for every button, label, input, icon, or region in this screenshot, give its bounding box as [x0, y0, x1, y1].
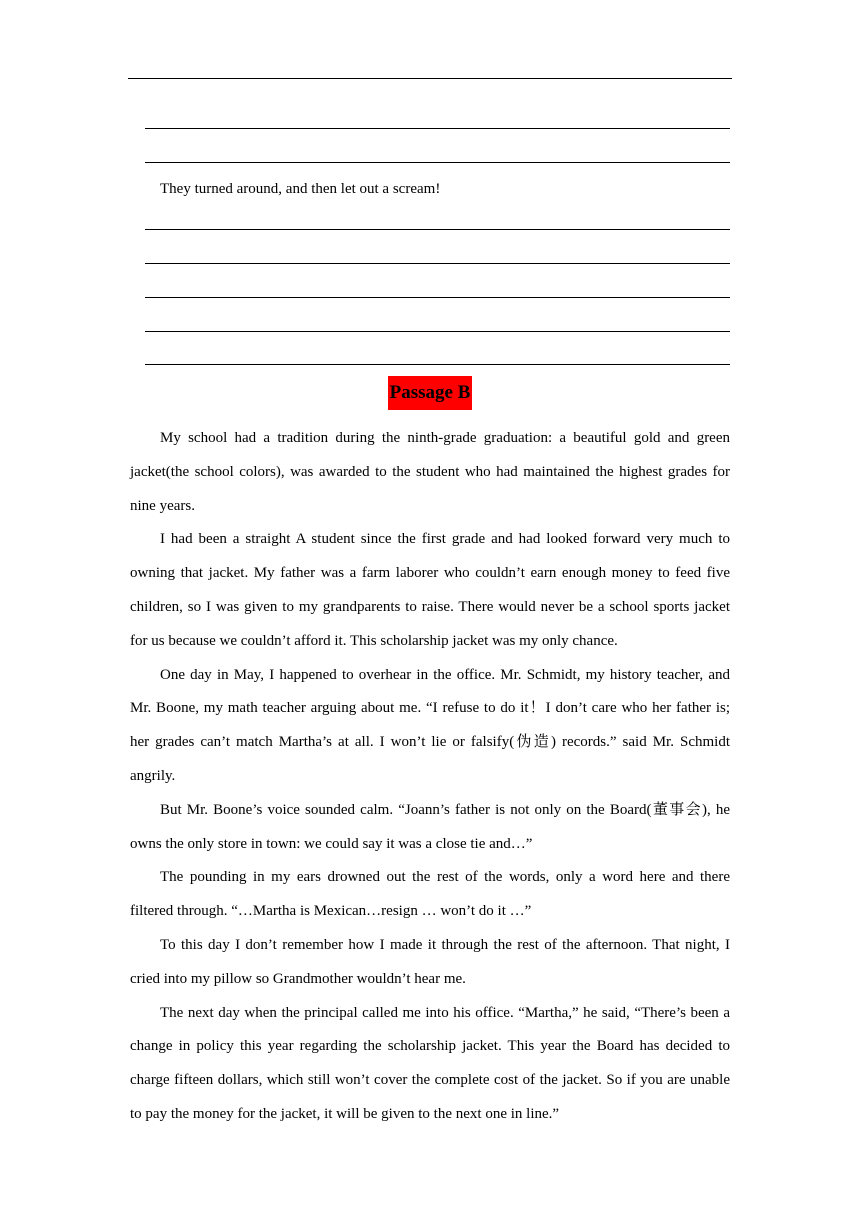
page-header-rule: [128, 78, 732, 79]
writing-line: [145, 162, 730, 163]
writing-line: [145, 297, 730, 298]
writing-line: [145, 263, 730, 264]
passage-paragraph: My school had a tradition during the ninth-grade graduation: a beautiful gold and green jacket(the school colors), was awarded to the student who had maintained the highest grades for nine years.: [130, 430, 730, 514]
passage-paragraph: I had been a straight A student since the first grade and had looked forward very much to owning that jacket. My father was a farm laborer who couldn’t earn enough money to feed five children, so I was given to my grandparents to raise. There would never be a school sports jacket for us because we couldn’t afford it. This scholarship jacket was my only chance.: [130, 531, 730, 649]
passage-paragraph: But Mr. Boone’s voice sounded calm. “Joann’s father is not only on the Board(董事会), he owns the only store in town: we could say it was a close tie and…”: [130, 801, 730, 852]
passage-paragraph: The pounding in my ears drowned out the rest of the words, only a word here and there filtered through. “…Martha is Mexican…resign … won’t do it …”: [130, 869, 730, 920]
writing-line: [145, 331, 730, 332]
passage-body: [130, 422, 730, 1132]
continuation-prompt: They turned around, and then let out a scream!: [160, 181, 441, 197]
passage-paragraph: The next day when the principal called me into his office. “Martha,” he said, “There’s been a change in policy this year regarding the scholarship jacket. This year the Board has decided to charge fifteen dollars, which still won’t cover the complete cost of the jacket. So if you are unable to pay the money for the jacket, it will be given to the next one in line.”: [130, 1004, 730, 1122]
writing-line: [145, 364, 730, 365]
passage-paragraph: One day in May, I happened to overhear in the office. Mr. Schmidt, my history teacher, and Mr. Boone, my math teacher arguing about me. “I refuse to do it！I don’t care who her father is; her grades can’t match Martha’s at all. I won’t lie or falsify(伪造) records.” said Mr. Schmidt angrily.: [130, 666, 730, 784]
passage-heading-container: [0, 376, 860, 410]
passage-title: Passage B: [388, 376, 473, 410]
passage-paragraph: To this day I don’t remember how I made it through the rest of the afternoon. That night, I cried into my pillow so Grandmother wouldn’t hear me.: [130, 936, 730, 987]
writing-line: [145, 128, 730, 129]
writing-line: [145, 229, 730, 230]
